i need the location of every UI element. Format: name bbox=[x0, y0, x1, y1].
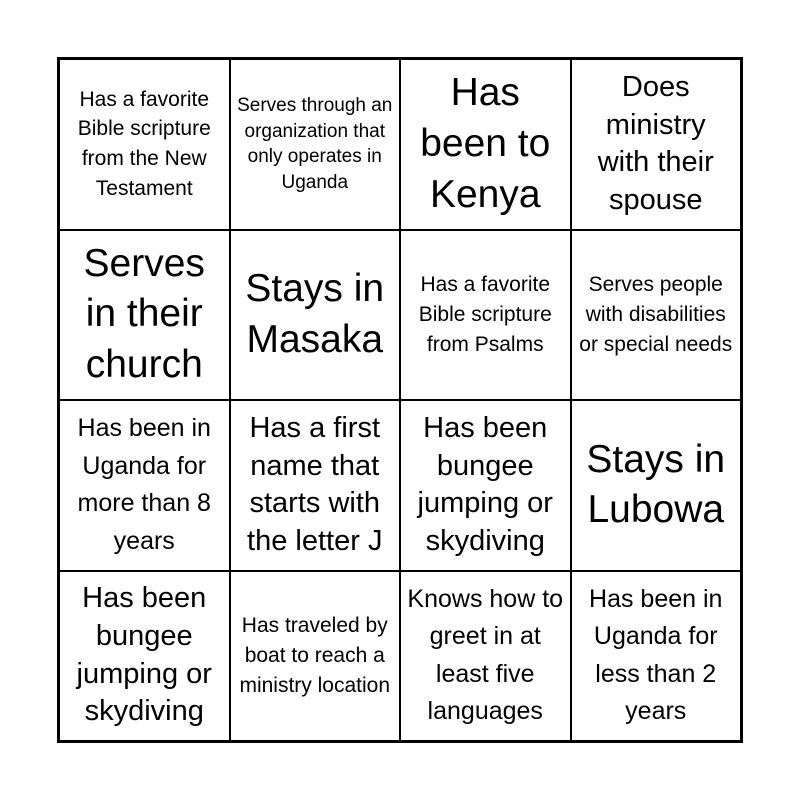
bingo-cell-text: Stays in Masaka bbox=[245, 267, 385, 361]
bingo-cell-1[interactable] bbox=[59, 59, 230, 230]
bingo-cell-13[interactable] bbox=[59, 571, 230, 742]
bingo-cell-14[interactable] bbox=[230, 571, 401, 742]
bingo-cell-text: Serves through an organization that only operates in Uganda bbox=[237, 94, 393, 193]
bingo-cell-2[interactable] bbox=[230, 59, 401, 230]
bingo-cell-text: Does ministry with their spouse bbox=[597, 70, 714, 216]
bingo-cell-text: Has been in Uganda for less than 2 years bbox=[589, 584, 723, 726]
bingo-cell-4[interactable] bbox=[571, 59, 742, 230]
bingo-cell-11[interactable] bbox=[400, 400, 571, 571]
bingo-board bbox=[57, 57, 743, 743]
bingo-cell-text: Has a first name that starts with the letter J bbox=[247, 411, 383, 557]
bingo-cell-6[interactable] bbox=[230, 230, 401, 401]
bingo-cell-text: Has a favorite Bible scripture from the New Testament bbox=[77, 87, 211, 201]
bingo-cell-9[interactable] bbox=[59, 400, 230, 571]
bingo-cell-text: Has a favorite Bible scripture from Psalms bbox=[418, 273, 552, 356]
bingo-cell-3[interactable] bbox=[400, 59, 571, 230]
bingo-cell-12[interactable] bbox=[571, 400, 742, 571]
bingo-cell-7[interactable] bbox=[400, 230, 571, 401]
bingo-cell-16[interactable] bbox=[571, 571, 742, 742]
bingo-cell-text: Serves people with disabilities or special needs bbox=[579, 273, 733, 356]
bingo-cell-text: Has been bungee jumping or skydiving bbox=[76, 582, 212, 728]
bingo-cell-5[interactable] bbox=[59, 230, 230, 401]
bingo-cell-text: Serves in their church bbox=[83, 241, 205, 387]
bingo-cell-text: Has been bungee jumping or skydiving bbox=[417, 411, 553, 557]
bingo-cell-text: Has traveled by boat to reach a ministry location bbox=[239, 614, 391, 697]
bingo-cell-text: Stays in Lubowa bbox=[586, 437, 726, 532]
bingo-cell-text: Knows how to greet in at least five languages bbox=[407, 584, 564, 726]
bingo-cell-10[interactable] bbox=[230, 400, 401, 571]
bingo-cell-8[interactable] bbox=[571, 230, 742, 401]
bingo-cell-text: Has been to Kenya bbox=[420, 71, 551, 216]
bingo-cell-text: Has been in Uganda for more than 8 years bbox=[77, 414, 211, 555]
bingo-cell-15[interactable] bbox=[400, 571, 571, 742]
